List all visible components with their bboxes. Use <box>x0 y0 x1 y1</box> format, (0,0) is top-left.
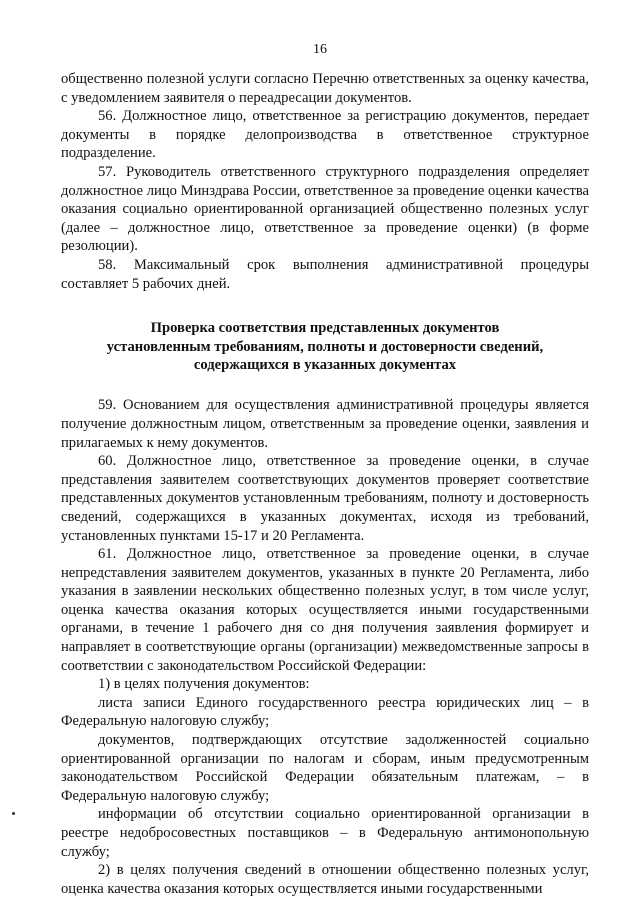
page-number: 16 <box>313 42 327 57</box>
paragraph-60: 60. Должностное лицо, ответственное за проведение оценки, в случае представления заявителем соответствующих документов проверяет соответствие представленных документов установленным требованиям, полноту и достоверность сведений, содержащихся в указанных документах, исходя из требований, установленных пунктами 15-17 и 20 Регламента. <box>61 453 589 544</box>
section-heading-line-3: содержащихся в указанных документах <box>193 356 457 373</box>
section-heading <box>61 319 589 374</box>
list-subitem-registry: информации об отсутствии социально ориентированной организации в реестре недобросовестных поставщиков – в Федеральную антимонопольную службу; <box>61 806 589 860</box>
paragraph-continuation: общественно полезной услуги согласно Перечню ответственных за оценку качества, с уведомлением заявителя о переадресации документов. <box>61 71 589 106</box>
section-heading-line-2: установленным требованиям, полноты и достоверности сведений, <box>106 338 544 355</box>
document-body <box>61 70 589 898</box>
paragraph-56: 56. Должностное лицо, ответственное за регистрацию документов, передает документы в порядке делопроизводства в ответственное структурное подразделение. <box>61 108 589 162</box>
paragraph-59: 59. Основанием для осуществления административной процедуры является получение должностным лицом, ответственным за проведение оценки, заявления и прилагаемых к нему документов. <box>61 397 589 451</box>
list-subitem-egrul: листа записи Единого государственного реестра юридических лиц – в Федеральную налоговую службу; <box>61 694 589 730</box>
list-subitem-tax-debts: документов, подтверждающих отсутствие задолженностей социально ориентированной организации по налогам и сборам, иным предусмотренным законодательством Российской Федерации обязательным платежам, – в Федеральную налоговую службу; <box>61 732 589 804</box>
scan-speck <box>12 812 15 815</box>
paragraph-58: 58. Максимальный срок выполнения административной процедуры составляет 5 рабочих дней. <box>61 256 589 292</box>
paragraph-57: 57. Руководитель ответственного структурного подразделения определяет должностное лицо Минздрава России, ответственное за проведение оценки качества оказания социально ориентированной организацией общественно полезных услуг (далее – должностное лицо, ответственное за проведение оценки) (в форме резолюции). <box>61 163 589 255</box>
paragraph-61: 61. Должностное лицо, ответственное за проведение оценки, в случае непредставления заявителем документов, указанных в пункте 20 Регламента, либо указания в заявлении нескольких общественно полезных услуг, в том числе услуг, оценка качества оказания которых осуществляется иными государственными органами, в течение 1 рабочего дня со дня получения заявления формирует и направляет в соответствующие органы (организации) межведомственные запросы в соответствии с законодательством Российской Федерации: <box>61 546 589 674</box>
section-heading-line-1: Проверка соответствия представленных документов <box>150 320 500 337</box>
list-item-2: 2) в целях получения сведений в отношении общественно полезных услуг, оценка качества оказания которых осуществляется иными государственными <box>61 862 589 897</box>
list-item-1: 1) в целях получения документов: <box>98 676 310 693</box>
